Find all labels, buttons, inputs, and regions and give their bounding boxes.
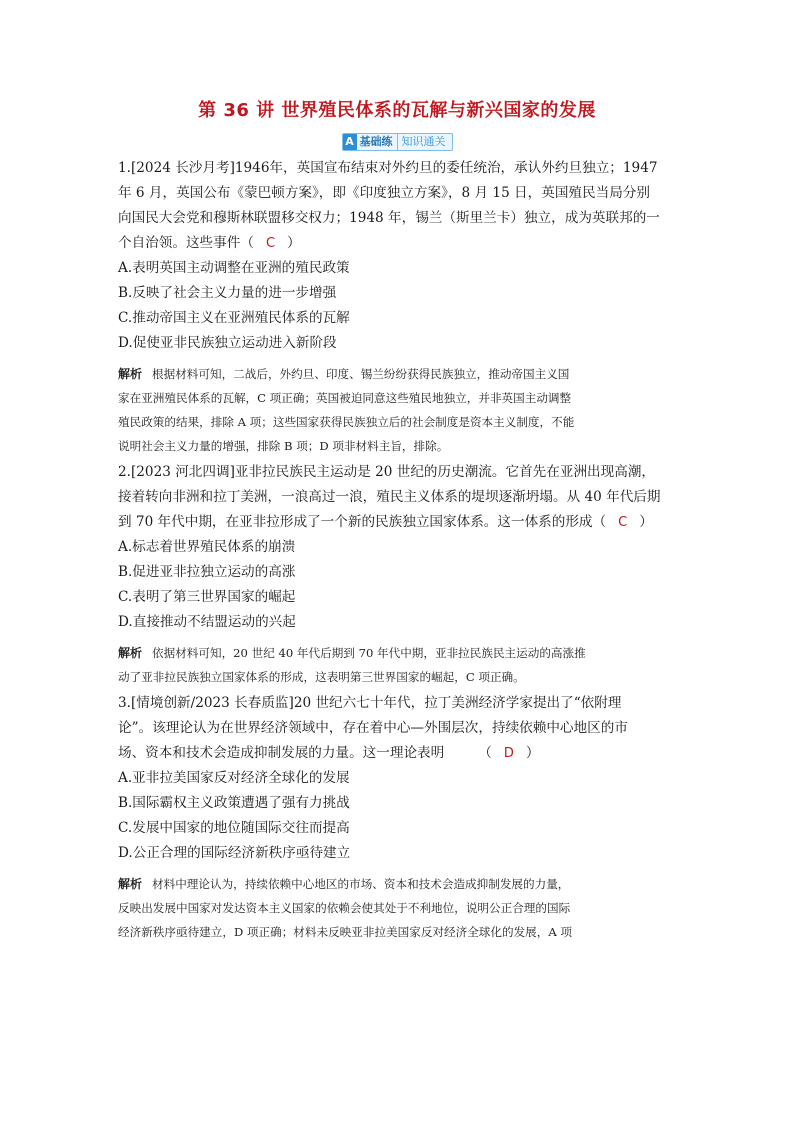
- question-2: [118, 460, 678, 689]
- question-stem-close: ）: [287, 235, 301, 251]
- answer-letter: C: [618, 515, 628, 530]
- answer-letter: D: [503, 746, 514, 761]
- option-c: C.发展中国家的地位随国际交往而提高: [118, 820, 350, 836]
- option-a: A.表明英国主动调整在亚洲的殖民政策: [118, 260, 350, 276]
- explanation-text: 依据材料可知，20 世纪 40 年代后期到 70 年代中期，亚非拉民族民主运动的高涨推: [152, 646, 586, 660]
- explanation-label: 解析: [118, 877, 143, 891]
- explanation-line: 殖民政策的结果，排除 A 项；这些国家获得民族独立后的社会制度是资本主义制度，不能: [118, 415, 575, 429]
- explanation-text: 根据材料可知，二战后，外约旦、印度、锡兰纷纷获得民族独立，推动帝国主义国: [152, 367, 570, 381]
- explanation-text: 材料中理论认为，持续依赖中心地区的市场、资本和技术会造成抑制发展的力量，: [152, 877, 570, 891]
- badge-sub-label: 知识通关: [397, 134, 452, 150]
- option-b: B.国际霸权主义政策遭遇了强有力挑战: [118, 795, 350, 811]
- section-badge: [342, 133, 453, 151]
- option-b: B.反映了社会主义力量的进一步增强: [118, 285, 337, 301]
- question-stem-end: 个自治领。这些事件（: [118, 235, 254, 251]
- option-d: D.公正合理的国际经济新秩序亟待建立: [118, 845, 351, 861]
- explanation-line: 说明社会主义力量的增强，排除 B 项；D 项非材料主旨，排除。: [118, 439, 449, 453]
- question-stem-close: ）: [639, 514, 653, 530]
- explanation: [118, 362, 678, 458]
- option-c: C.表明了第三世界国家的崛起: [118, 589, 296, 605]
- option-a: A.亚非拉美国家反对经济全球化的发展: [118, 770, 350, 786]
- option-c: C.推动帝国主义在亚洲殖民体系的瓦解: [118, 310, 350, 326]
- explanation-label: 解析: [118, 367, 143, 381]
- explanation-line: 动了亚非拉民族独立国家体系的形成，这表明第三世界国家的崛起，C 项正确。: [118, 670, 525, 684]
- option-b: B.促进亚非拉独立运动的高涨: [118, 564, 296, 580]
- question-stem-line: 年 6 月，英国公布《蒙巴顿方案》，即《印度独立方案》，8 月 15 日，英国殖民当局分别: [118, 185, 650, 201]
- question-1: [118, 156, 678, 458]
- explanation-line: [118, 362, 678, 386]
- explanation-line: [118, 872, 678, 896]
- question-stem-line-last: [118, 510, 678, 535]
- explanation-line: 家在亚洲殖民体系的瓦解，C 项正确；英国被迫同意这些殖民地独立，并非英国主动调整: [118, 391, 572, 405]
- option-d: D.直接推动不结盟运动的兴起: [118, 614, 296, 630]
- section-badge-row: [0, 133, 794, 151]
- explanation: [118, 641, 678, 689]
- question-stem-end: 场、资本和技术会造成抑制发展的力量。这一理论表明 （: [118, 745, 492, 761]
- explanation-label: 解析: [118, 646, 143, 660]
- question-stem-line: 3.[情境创新/2023 长春质监]20 世纪六七十年代，拉丁美洲经济学家提出了“依附理: [118, 695, 622, 711]
- answer-letter: C: [265, 236, 276, 251]
- explanation-line: 反映出发展中国家对发达资本主义国家的依赖会使其处于不利地位，说明公正合理的国际: [118, 901, 571, 915]
- question-stem-line: 1.[2024 长沙月考]1946年，英国宣布结束对外约旦的委任统治，承认外约旦独立；1947: [118, 160, 658, 176]
- question-stem-line: 接着转向非洲和拉丁美洲，一浪高过一浪，殖民主义体系的堤坝逐渐坍塌。从 40 年代后期: [118, 489, 661, 505]
- question-stem-line: 2.[2023 河北四调]亚非拉民族民主运动是 20 世纪的历史潮流。它首先在亚洲出现高潮，: [118, 464, 656, 480]
- question-3: [118, 691, 678, 944]
- question-stem-line-last: [118, 231, 678, 256]
- badge-letter: A: [343, 134, 357, 150]
- page-title: 第 36 讲 世界殖民体系的瓦解与新兴国家的发展: [198, 100, 596, 121]
- question-stem-line: 论”。该理论认为在世界经济领域中，存在着中心—外围层次，持续依赖中心地区的市: [118, 720, 628, 736]
- question-stem-line-last: [118, 741, 678, 766]
- option-a: A.标志着世界殖民体系的崩溃: [118, 539, 296, 555]
- question-stem-line: 向国民大会党和穆斯林联盟移交权力；1948 年，锡兰（斯里兰卡）独立，成为英联邦的一: [118, 210, 660, 226]
- questions-content: [118, 156, 678, 946]
- explanation-line: [118, 641, 678, 665]
- explanation-line: 经济新秩序亟待建立，D 项正确；材料未反映亚非拉美国家反对经济全球化的发展，A 项: [118, 925, 573, 939]
- explanation: [118, 872, 678, 944]
- option-d: D.促使亚非民族独立运动进入新阶段: [118, 335, 337, 351]
- question-stem-close: ）: [525, 745, 540, 761]
- badge-main-label: 基础练: [359, 135, 393, 148]
- question-stem-end: 到 70 年代中期，在亚非拉形成了一个新的民族独立国家体系。这一体系的形成（: [118, 514, 607, 530]
